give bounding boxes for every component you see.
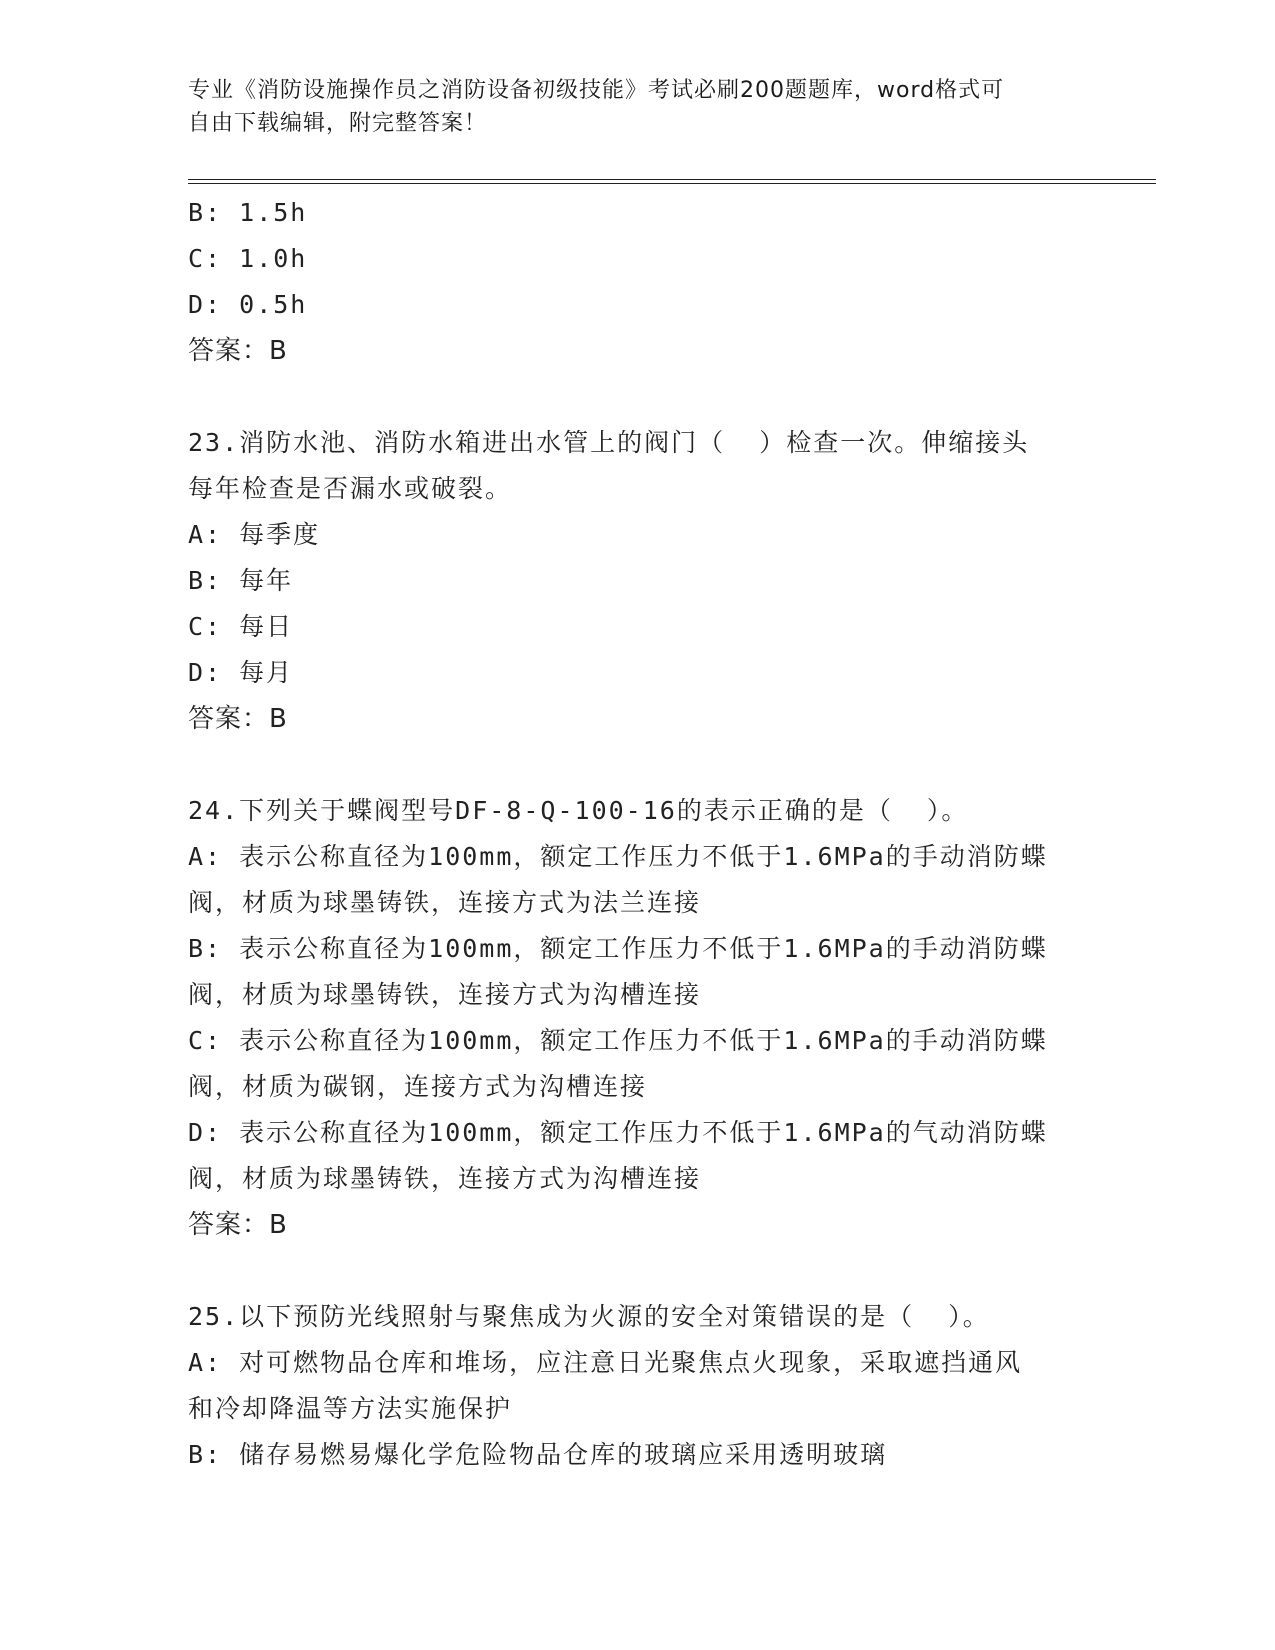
option-d: D: 0.5h <box>188 290 308 319</box>
spacer <box>188 1248 1088 1294</box>
option-b: B: 储存易燃易爆化学危险物品仓库的玻璃应采用透明玻璃 <box>188 1440 888 1469</box>
question-22-partial <box>188 190 1088 374</box>
spacer <box>188 742 1088 788</box>
option-b: B: 1.5h <box>188 198 308 227</box>
header-rule-bottom <box>188 183 1156 184</box>
option-a-continued: 和冷却降温等方法实施保护 <box>188 1394 513 1423</box>
option-b: B: 表示公称直径为100mm，额定工作压力不低于1.6MPa的手动消防蝶 <box>188 934 1048 963</box>
option-a: A: 对可燃物品仓库和堆场，应注意日光聚焦点火现象，采取遮挡通风 <box>188 1348 1023 1377</box>
question-stem: 每年检查是否漏水或破裂。 <box>188 474 513 503</box>
answer: 答案：B <box>188 704 288 734</box>
spacer <box>188 374 1088 420</box>
option-c: C: 1.0h <box>188 244 308 273</box>
question-25 <box>188 1294 1088 1478</box>
option-a-continued: 阀，材质为球墨铸铁，连接方式为法兰连接 <box>188 888 702 917</box>
question-stem: 25.以下预防光线照射与聚焦成为火源的安全对策错误的是（ ）。 <box>188 1302 990 1331</box>
header-rule-top <box>188 179 1156 180</box>
answer: 答案：B <box>188 336 288 366</box>
question-23 <box>188 420 1088 742</box>
question-stem: 24.下列关于蝶阀型号DF-8-Q-100-16的表示正确的是（ ）。 <box>188 796 969 825</box>
question-content <box>188 190 1088 1478</box>
option-d: D: 表示公称直径为100mm，额定工作压力不低于1.6MPa的气动消防蝶 <box>188 1118 1048 1147</box>
question-stem: 23.消防水池、消防水箱进出水管上的阀门（ ）检查一次。伸缩接头 <box>188 428 1030 457</box>
option-c: C: 每日 <box>188 612 294 641</box>
option-b-continued: 阀，材质为球墨铸铁，连接方式为沟槽连接 <box>188 980 702 1009</box>
option-d-continued: 阀，材质为球墨铸铁，连接方式为沟槽连接 <box>188 1164 702 1193</box>
page-header: 专业《消防设施操作员之消防设备初级技能》考试必刷200题题库，word格式可 自由下载编辑，附完整答案！ <box>188 78 1005 136</box>
answer: 答案：B <box>188 1210 288 1240</box>
option-a: A: 每季度 <box>188 520 321 549</box>
option-c-continued: 阀，材质为碳钢，连接方式为沟槽连接 <box>188 1072 648 1101</box>
question-24 <box>188 788 1088 1248</box>
option-a: A: 表示公称直径为100mm，额定工作压力不低于1.6MPa的手动消防蝶 <box>188 842 1048 871</box>
option-d: D: 每月 <box>188 658 294 687</box>
option-c: C: 表示公称直径为100mm，额定工作压力不低于1.6MPa的手动消防蝶 <box>188 1026 1048 1055</box>
option-b: B: 每年 <box>188 566 294 595</box>
